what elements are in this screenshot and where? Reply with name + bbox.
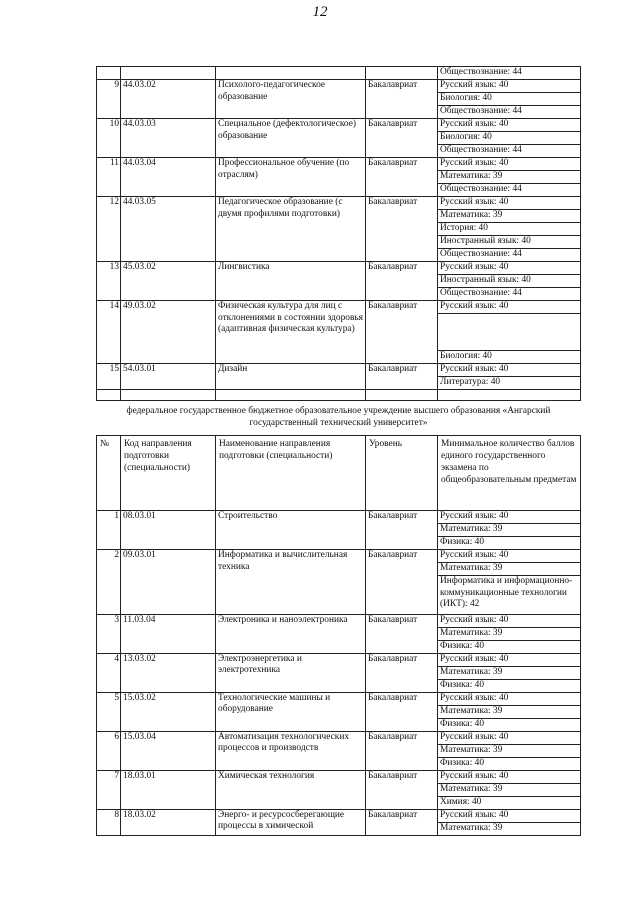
table-header-row [97, 436, 581, 511]
subject-score: Русский язык: 40 [438, 119, 580, 132]
direction-code: 44.03.02 [121, 80, 216, 119]
row-number: 13 [97, 262, 121, 301]
row-number: 14 [97, 301, 121, 364]
direction-code: 15.03.02 [121, 692, 216, 731]
institution-row [97, 401, 581, 436]
direction-name: Физическая культура для лиц с отклонениями в состоянии здоровья (адаптивная физическая культура) [216, 301, 366, 364]
subject-score: Математика: 39 [438, 171, 580, 184]
subject-score: История: 40 [438, 223, 580, 236]
table-row [97, 158, 581, 197]
direction-name: Автоматизация технологических процессов и производств [216, 731, 366, 770]
table-row [97, 770, 581, 809]
direction-name: Строительство [216, 511, 366, 550]
direction-name: Педагогическое образование (с двумя профилями подготовки) [216, 197, 366, 262]
direction-name: Технологические машины и оборудование [216, 692, 366, 731]
subject-score: Математика: 39 [438, 524, 580, 537]
subject-list [438, 301, 581, 364]
table-row [97, 614, 581, 653]
direction-name: Информатика и вычислительная техника [216, 550, 366, 615]
subject-score: Русский язык: 40 [438, 158, 580, 171]
subject-score: Русский язык: 40 [438, 810, 580, 823]
row-number: 5 [97, 692, 121, 731]
subject-score: Математика: 39 [438, 784, 580, 797]
spacer-row [97, 390, 581, 401]
row-number: 3 [97, 614, 121, 653]
education-level: Бакалавриат [366, 614, 438, 653]
row-number [97, 67, 121, 80]
subject-score: Математика: 39 [438, 667, 580, 680]
education-level: Бакалавриат [366, 653, 438, 692]
education-level: Бакалавриат [366, 809, 438, 835]
subject-score: Биология: 40 [438, 93, 580, 106]
education-level: Бакалавриат [366, 550, 438, 615]
table-row [97, 262, 581, 301]
direction-code: 49.03.02 [121, 301, 216, 364]
education-level: Бакалавриат [366, 197, 438, 262]
direction-name: Психолого-педагогическое образование [216, 80, 366, 119]
direction-code: 09.03.01 [121, 550, 216, 615]
subject-score: Математика: 39 [438, 563, 580, 576]
subject-score: Русский язык: 40 [438, 771, 580, 784]
row-number: 2 [97, 550, 121, 615]
table-row [97, 301, 581, 364]
education-level: Бакалавриат [366, 80, 438, 119]
table-row [97, 731, 581, 770]
education-level: Бакалавриат [366, 770, 438, 809]
header-level: Уровень [366, 436, 438, 511]
direction-code: 54.03.01 [121, 364, 216, 390]
subject-score: Русский язык: 40 [438, 364, 580, 377]
education-level: Бакалавриат [366, 158, 438, 197]
direction-code: 13.03.02 [121, 653, 216, 692]
direction-code: 45.03.02 [121, 262, 216, 301]
table-row [97, 80, 581, 119]
direction-code: 15.03.04 [121, 731, 216, 770]
education-level: Бакалавриат [366, 692, 438, 731]
subject-score: Физика: 40 [440, 679, 485, 690]
subject-list [438, 67, 581, 80]
row-number: 1 [97, 511, 121, 550]
subject-score: Биология: 40 [440, 351, 492, 361]
row-number: 15 [97, 364, 121, 390]
education-level: Бакалавриат [366, 364, 438, 390]
header-num: № [97, 436, 121, 511]
direction-name: Лингвистика [216, 262, 366, 301]
subject-score: Иностранный язык: 40 [438, 236, 580, 249]
row-number: 9 [97, 80, 121, 119]
direction-code: 44.03.03 [121, 119, 216, 158]
table-row [97, 364, 581, 390]
table-row [97, 550, 581, 615]
row-number: 4 [97, 653, 121, 692]
row-number: 7 [97, 770, 121, 809]
subject-list [438, 364, 581, 390]
subject-score: Обществознание: 44 [440, 145, 522, 155]
direction-code: 18.03.01 [121, 770, 216, 809]
subject-score: Физика: 40 [440, 757, 485, 768]
row-number: 12 [97, 197, 121, 262]
subject-score: Математика: 39 [440, 822, 503, 833]
subject-score: Математика: 39 [438, 210, 580, 223]
direction-name: Химическая технология [216, 770, 366, 809]
top-table-body [97, 67, 581, 390]
subject-list [438, 614, 581, 653]
row-number: 11 [97, 158, 121, 197]
subject-score: Информатика и информационно-коммуникационные технологии (ИКТ): 42 [440, 576, 573, 609]
page-number: 12 [312, 4, 328, 20]
direction-code: 08.03.01 [121, 511, 216, 550]
education-level: Бакалавриат [366, 301, 438, 364]
subject-score: Физика: 40 [440, 718, 485, 729]
subject-score: Биология: 40 [438, 132, 580, 145]
table-row [97, 653, 581, 692]
subject-list [438, 158, 581, 197]
subject-score: Иностранный язык: 40 [438, 275, 580, 288]
subject-list [438, 197, 581, 262]
subject-score: Обществознание: 44 [440, 288, 522, 298]
direction-code [121, 67, 216, 80]
document-page [96, 66, 580, 836]
direction-code: 11.03.04 [121, 614, 216, 653]
institution-title: федеральное государственное бюджетное образовательное учреждение высшего образования «Ангарский государственный технический университет» [126, 406, 551, 428]
subject-score: Русский язык: 40 [438, 550, 580, 563]
row-number: 8 [97, 809, 121, 835]
row-number: 6 [97, 731, 121, 770]
subject-score: Русский язык: 40 [438, 80, 580, 93]
subject-list [438, 770, 581, 809]
subject-score: Химия: 40 [440, 796, 482, 807]
education-level: Бакалавриат [366, 731, 438, 770]
table-row [97, 809, 581, 835]
header-name: Наименование направления подготовки (специальности) [216, 436, 366, 511]
education-level: Бакалавриат [366, 262, 438, 301]
subject-score: Русский язык: 40 [438, 197, 580, 210]
subject-score: Русский язык: 40 [438, 511, 580, 524]
direction-name: Электроэнергетика и электротехника [216, 653, 366, 692]
direction-name: Профессиональное обучение (по отраслям) [216, 158, 366, 197]
subject-score: Литература: 40 [440, 377, 501, 387]
subject-list [438, 809, 581, 835]
subject-score: Обществознание: 44 [440, 184, 522, 194]
subject-score: Русский язык: 40 [438, 732, 580, 745]
education-level [366, 67, 438, 80]
direction-code: 44.03.04 [121, 158, 216, 197]
direction-code: 18.03.02 [121, 809, 216, 835]
subject-score: Русский язык: 40 [438, 693, 580, 706]
subject-list [438, 511, 581, 550]
subject-list [438, 119, 581, 158]
subject-score: Русский язык: 40 [438, 301, 580, 314]
subject-list [438, 262, 581, 301]
requirements-table [96, 66, 581, 836]
subject-list [438, 731, 581, 770]
subject-list [438, 653, 581, 692]
subject-score: Обществознание: 44 [440, 249, 522, 259]
table-row [97, 511, 581, 550]
subject-score: Физика: 40 [440, 537, 485, 547]
subject-score: Физика: 40 [440, 640, 485, 651]
education-level: Бакалавриат [366, 511, 438, 550]
subject-score: Математика: 39 [438, 706, 580, 719]
subject-score: Русский язык: 40 [438, 262, 580, 275]
header-code: Код направления подготовки (специальности) [121, 436, 216, 511]
subject-score: Русский язык: 40 [438, 654, 580, 667]
bottom-table-body [97, 511, 581, 836]
subject-list [438, 692, 581, 731]
direction-name: Специальное (дефектологическое) образование [216, 119, 366, 158]
direction-name: Электроника и наноэлектроника [216, 614, 366, 653]
table-row [97, 119, 581, 158]
direction-name: Дизайн [216, 364, 366, 390]
subject-score: Обществознание: 44 [440, 67, 522, 77]
direction-name: Энерго- и ресурсосберегающие процессы в химической [216, 809, 366, 835]
subject-list [438, 550, 581, 615]
subject-score: Математика: 39 [438, 628, 580, 641]
table-row [97, 197, 581, 262]
education-level: Бакалавриат [366, 119, 438, 158]
direction-code: 44.03.05 [121, 197, 216, 262]
subject-score: Математика: 39 [438, 745, 580, 758]
direction-name [216, 67, 366, 80]
table-row [97, 67, 581, 80]
blank-cell [438, 314, 580, 351]
subject-score: Обществознание: 44 [440, 106, 522, 116]
subject-score: Русский язык: 40 [438, 615, 580, 628]
row-number: 10 [97, 119, 121, 158]
subject-list [438, 80, 581, 119]
table-row [97, 692, 581, 731]
header-min-score: Минимальное количество баллов единого государственного экзамена по общеобразовательным предметам [438, 436, 581, 511]
